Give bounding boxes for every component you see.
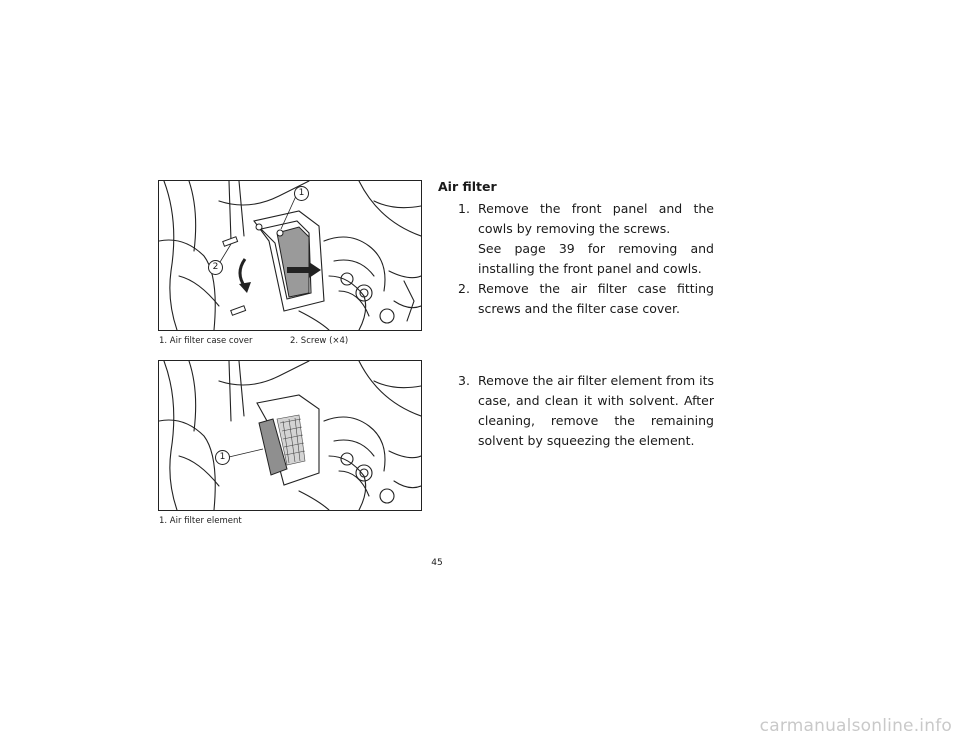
figure-1-caption-item-2: 2. Screw (×4): [290, 336, 349, 346]
illustration-case-cover: [159, 181, 421, 330]
step-3: [438, 371, 714, 451]
step-text: Remove the air filter element from its case, and clean it with solvent. After cleaning, remove the remaining solvent by squeezing the element.: [478, 373, 714, 448]
figure-2-caption-item-1: 1. Air filter element: [159, 516, 242, 526]
step-number: 2.: [458, 281, 470, 296]
step-number: 3.: [458, 373, 470, 388]
callout-1: 1: [215, 450, 230, 465]
callout-1: 1: [294, 186, 309, 201]
section-air-filter: [438, 178, 714, 451]
figure-air-filter-case-cover: [158, 180, 422, 331]
figure-1-caption-item-1: 1. Air filter case cover: [159, 336, 253, 346]
illustration-filter-element: [159, 361, 421, 510]
step-text: Remove the front panel and the cowls by removing the screws.: [478, 201, 714, 236]
page-number: 45: [431, 558, 443, 568]
step-text: Remove the air filter case fitting screws and the filter case cover.: [478, 281, 714, 316]
figure-air-filter-element: [158, 360, 422, 511]
step-number: 1.: [458, 201, 470, 216]
step-1: [438, 199, 714, 279]
step-2: [438, 279, 714, 319]
watermark: carmanualsonline.info: [759, 716, 952, 736]
section-title: Air filter: [438, 179, 497, 194]
step-note: See page 39 for removing and installing the front panel and cowls.: [478, 241, 714, 276]
callout-2: 2: [208, 260, 223, 275]
